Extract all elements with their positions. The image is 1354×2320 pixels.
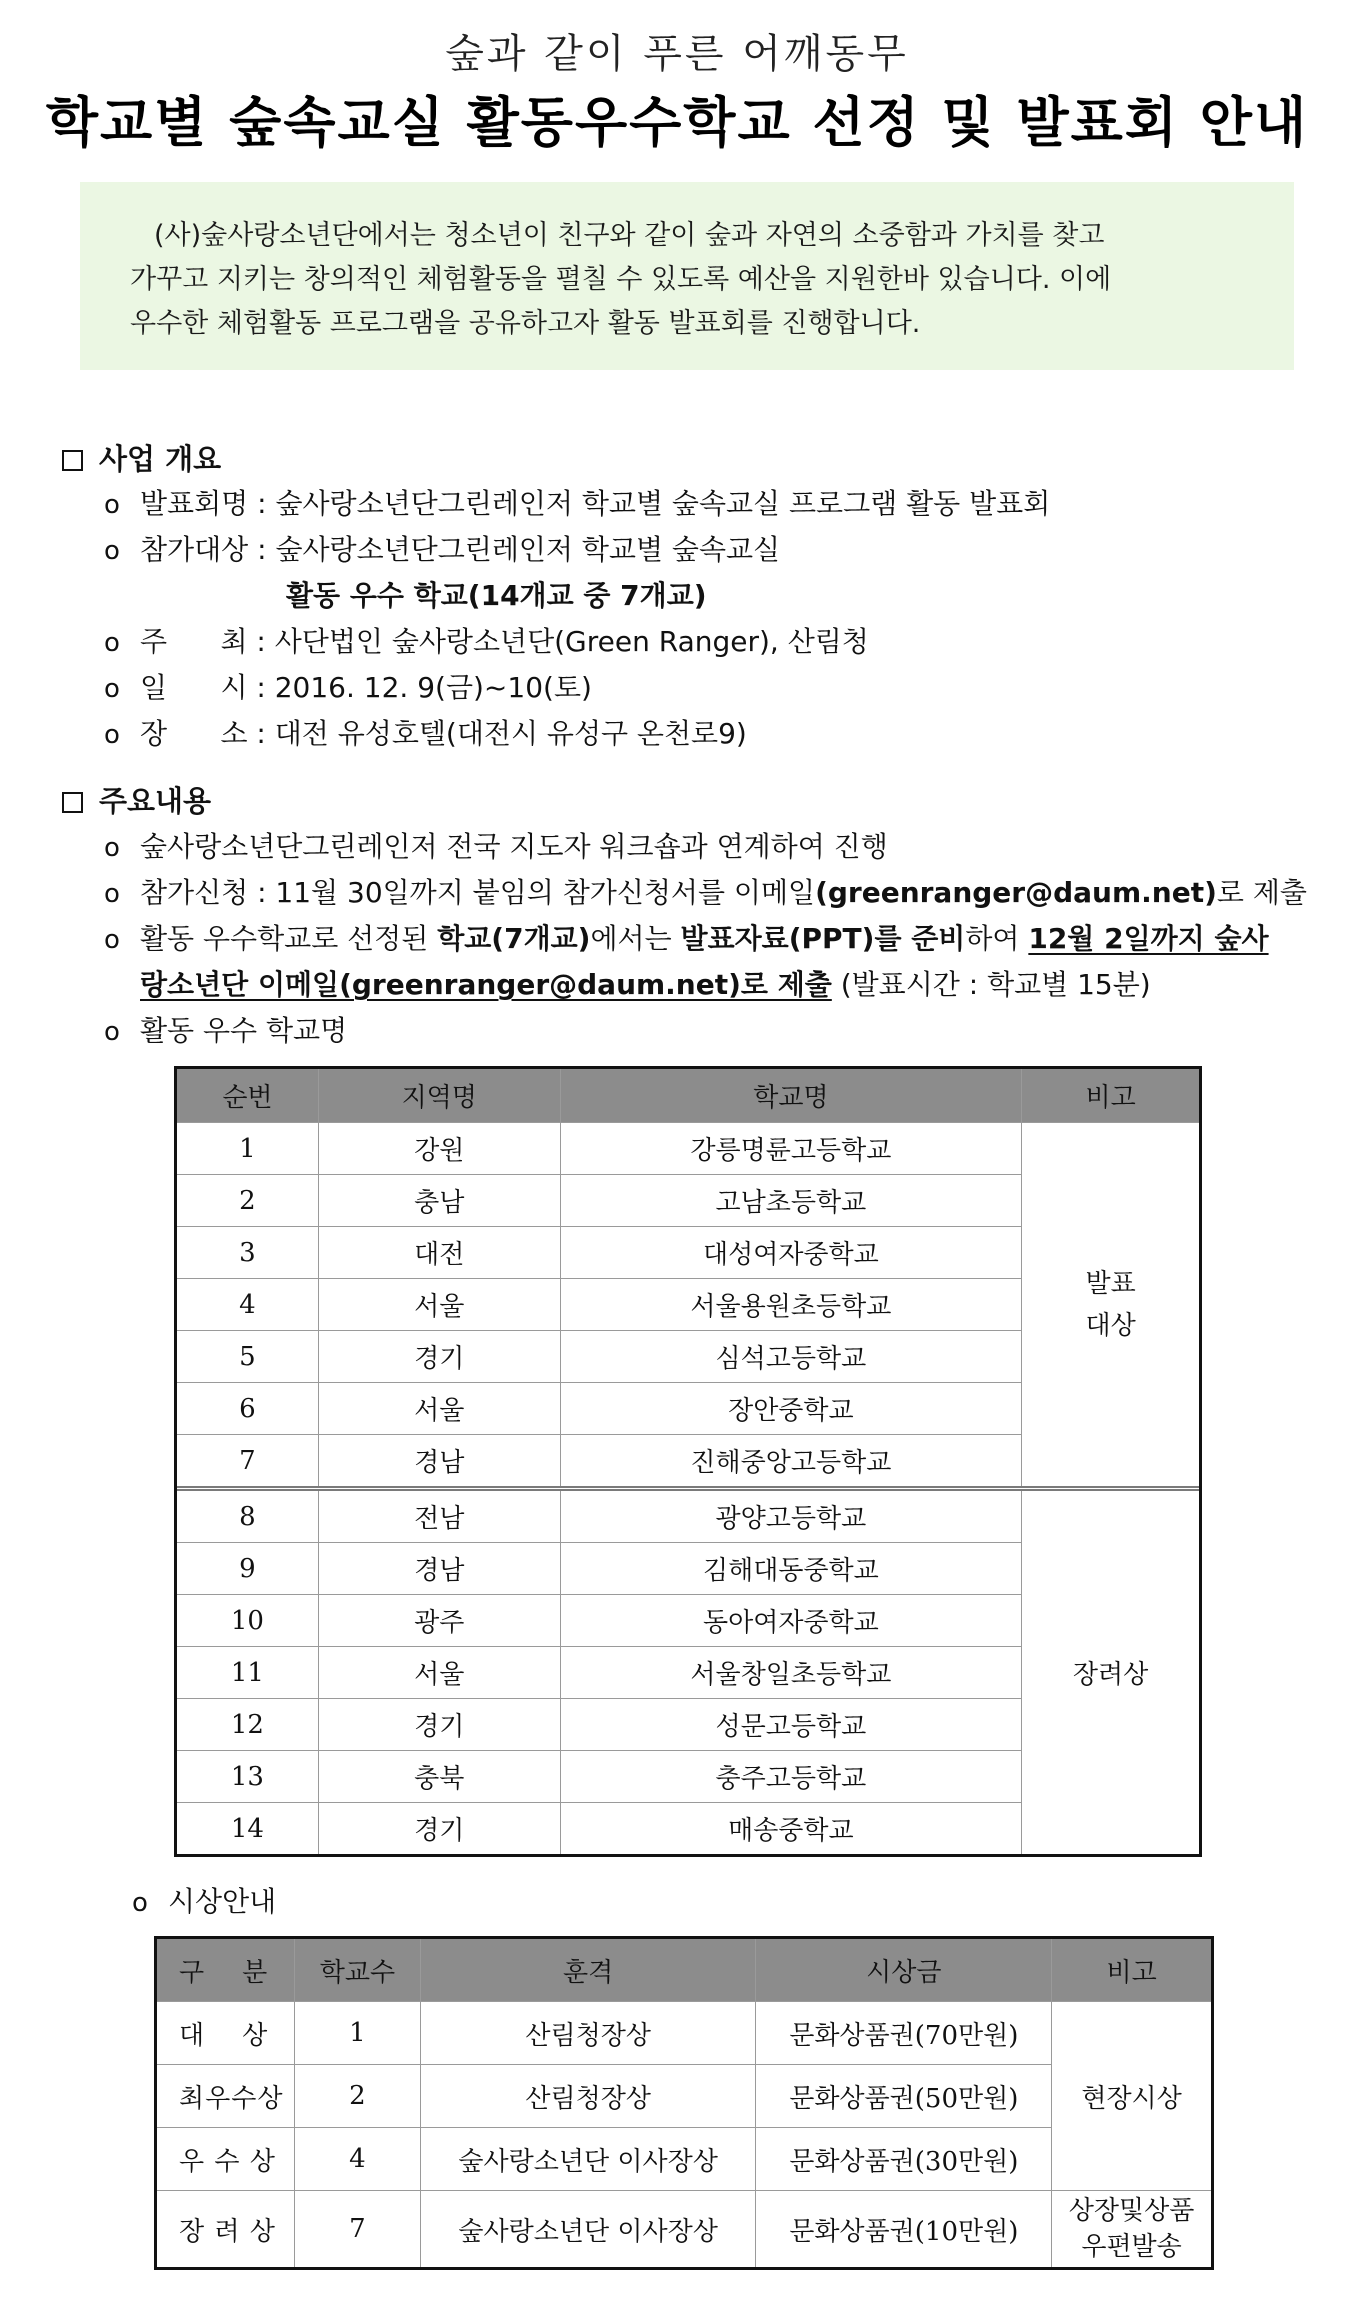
cell-number: 10 — [177, 1595, 319, 1647]
main-item: o 참가신청 : 11월 30일까지 붙임의 참가신청서를 이메일(greenranger@daum.net)로 제출 — [104, 876, 1307, 909]
column-header: 훈격 — [420, 1939, 756, 2002]
cell-number: 14 — [177, 1803, 319, 1855]
cell-award-title: 숲사랑소년단 이사장상 — [420, 2191, 756, 2268]
cell-note-presentation: 발표 대상 — [1022, 1123, 1200, 1489]
cell-region: 서울 — [318, 1279, 560, 1331]
section-main-heading: 주요내용 — [62, 779, 211, 820]
overview-item: o 참가대상 : 숲사랑소년단그린레인저 학교별 숲속교실 — [104, 533, 781, 566]
intro-line: 가꾸고 지키는 창의적인 체험활동을 펼칠 수 있도록 예산을 지원한바 있습니다. 이에 — [130, 264, 1112, 295]
cell-number: 4 — [177, 1279, 319, 1331]
column-header: 학교명 — [560, 1069, 1022, 1123]
cell-number: 5 — [177, 1331, 319, 1383]
cell-school-count: 7 — [294, 2191, 420, 2268]
section-overview-heading: 사업 개요 — [62, 437, 221, 478]
cell-award-division: 최우수상 — [157, 2065, 295, 2128]
cell-school: 성문고등학교 — [560, 1699, 1022, 1751]
column-header: 비고 — [1022, 1069, 1200, 1123]
cell-school: 서울창일초등학교 — [560, 1647, 1022, 1699]
table-row — [157, 2191, 1212, 2268]
table-row — [177, 1123, 1200, 1175]
cell-award-division: 장 려 상 — [157, 2191, 295, 2268]
column-header: 구 분 — [157, 1939, 295, 2002]
cell-school: 매송중학교 — [560, 1803, 1022, 1855]
cell-number: 12 — [177, 1699, 319, 1751]
cell-school: 강릉명륜고등학교 — [560, 1123, 1022, 1175]
cell-note-mail: 상장및상품 우편발송 — [1052, 2191, 1212, 2268]
bullet-o-icon: o — [104, 720, 120, 750]
table-header-row — [177, 1069, 1200, 1123]
cell-award-title: 산림청장상 — [420, 2065, 756, 2128]
cell-prize: 문화상품권(10만원) — [756, 2191, 1052, 2268]
main-item-continuation: 랑소년단 이메일(greenranger@daum.net)로 제출 (발표시간 : 학교별 15분) — [140, 968, 1151, 1001]
column-header: 비고 — [1052, 1939, 1212, 2002]
cell-school: 김해대동중학교 — [560, 1543, 1022, 1595]
cell-number: 7 — [177, 1435, 319, 1489]
bullet-o-icon: o — [104, 674, 120, 704]
cell-prize: 문화상품권(30만원) — [756, 2128, 1052, 2191]
cell-number: 6 — [177, 1383, 319, 1435]
column-header: 지역명 — [318, 1069, 560, 1123]
cell-region: 대전 — [318, 1227, 560, 1279]
cell-award-division: 우 수 상 — [157, 2128, 295, 2191]
cell-region: 경기 — [318, 1699, 560, 1751]
overview-item: o 장 소 : 대전 유성호텔(대전시 유성구 온천로9) — [104, 717, 747, 750]
cell-school: 진해중앙고등학교 — [560, 1435, 1022, 1489]
awards-heading: o 시상안내 — [132, 1885, 277, 1918]
cell-number: 1 — [177, 1123, 319, 1175]
document-subtitle: 숲과 같이 푸른 어깨동무 — [445, 31, 909, 77]
bullet-o-icon: o — [132, 1888, 148, 1918]
cell-region: 강원 — [318, 1123, 560, 1175]
cell-note-onsite: 현장시상 — [1052, 2002, 1212, 2191]
cell-number: 9 — [177, 1543, 319, 1595]
bullet-o-icon: o — [104, 1017, 120, 1047]
cell-school: 서울용원초등학교 — [560, 1279, 1022, 1331]
table-row — [157, 2002, 1212, 2065]
table-header-row — [157, 1939, 1212, 2002]
cell-region: 광주 — [318, 1595, 560, 1647]
bullet-o-icon: o — [104, 628, 120, 658]
cell-number: 3 — [177, 1227, 319, 1279]
cell-region: 전남 — [318, 1489, 560, 1543]
cell-number: 8 — [177, 1489, 319, 1543]
intro-box — [80, 182, 1294, 370]
cell-prize: 문화상품권(70만원) — [756, 2002, 1052, 2065]
cell-award-title: 산림청장상 — [420, 2002, 756, 2065]
cell-school: 고남초등학교 — [560, 1175, 1022, 1227]
intro-line: 우수한 체험활동 프로그램을 공유하고자 활동 발표회를 진행합니다. — [130, 308, 921, 339]
checkbox-square-icon — [62, 450, 83, 471]
overview-item: o 주 최 : 사단법인 숲사랑소년단(Green Ranger), 산림청 — [104, 625, 869, 658]
cell-region: 경기 — [318, 1331, 560, 1383]
cell-region: 서울 — [318, 1647, 560, 1699]
cell-region: 서울 — [318, 1383, 560, 1435]
main-item: o 활동 우수 학교명 — [104, 1014, 348, 1047]
cell-school: 대성여자중학교 — [560, 1227, 1022, 1279]
column-header: 학교수 — [294, 1939, 420, 2002]
intro-line: (사)숲사랑소년단에서는 청소년이 친구와 같이 숲과 자연의 소중함과 가치를 찾고 — [154, 220, 1105, 251]
bullet-o-icon: o — [104, 925, 120, 955]
bullet-o-icon: o — [104, 879, 120, 909]
awards-table — [156, 1938, 1212, 2268]
column-header: 시상금 — [756, 1939, 1052, 2002]
cell-school-count: 1 — [294, 2002, 420, 2065]
cell-number: 13 — [177, 1751, 319, 1803]
bullet-o-icon: o — [104, 490, 120, 520]
cell-prize: 문화상품권(50만원) — [756, 2065, 1052, 2128]
cell-region: 경기 — [318, 1803, 560, 1855]
overview-item: o 발표회명 : 숲사랑소년단그린레인저 학교별 숲속교실 프로그램 활동 발표회 — [104, 487, 1051, 520]
cell-number: 2 — [177, 1175, 319, 1227]
bullet-o-icon: o — [104, 833, 120, 863]
cell-school: 동아여자중학교 — [560, 1595, 1022, 1647]
cell-school-count: 4 — [294, 2128, 420, 2191]
cell-number: 11 — [177, 1647, 319, 1699]
cell-region: 충남 — [318, 1175, 560, 1227]
cell-school-count: 2 — [294, 2065, 420, 2128]
cell-school: 심석고등학교 — [560, 1331, 1022, 1383]
table-row — [177, 1489, 1200, 1543]
cell-school: 광양고등학교 — [560, 1489, 1022, 1543]
column-header: 순번 — [177, 1069, 319, 1123]
cell-region: 경남 — [318, 1435, 560, 1489]
schools-table — [176, 1068, 1200, 1855]
checkbox-square-icon — [62, 792, 83, 813]
main-item: o 숲사랑소년단그린레인저 전국 지도자 워크숍과 연계하여 진행 — [104, 830, 888, 863]
cell-region: 충북 — [318, 1751, 560, 1803]
cell-award-division: 대 상 — [157, 2002, 295, 2065]
cell-school: 장안중학교 — [560, 1383, 1022, 1435]
email-address: (greenranger@daum.net) — [815, 876, 1217, 909]
cell-note-encouragement: 장려상 — [1022, 1489, 1200, 1855]
cell-school: 충주고등학교 — [560, 1751, 1022, 1803]
cell-region: 경남 — [318, 1543, 560, 1595]
bullet-o-icon: o — [104, 536, 120, 566]
main-item: o 활동 우수학교로 선정된 학교(7개교)에서는 발표자료(PPT)를 준비하여 12월 2일까지 숲사 — [104, 922, 1269, 955]
overview-item: o 일 시 : 2016. 12. 9(금)~10(토) — [104, 671, 592, 704]
overview-item-continuation: 활동 우수 학교(14개교 중 7개교) — [286, 579, 707, 612]
cell-award-title: 숲사랑소년단 이사장상 — [420, 2128, 756, 2191]
document-title: 학교별 숲속교실 활동우수학교 선정 및 발표회 안내 — [45, 91, 1309, 154]
